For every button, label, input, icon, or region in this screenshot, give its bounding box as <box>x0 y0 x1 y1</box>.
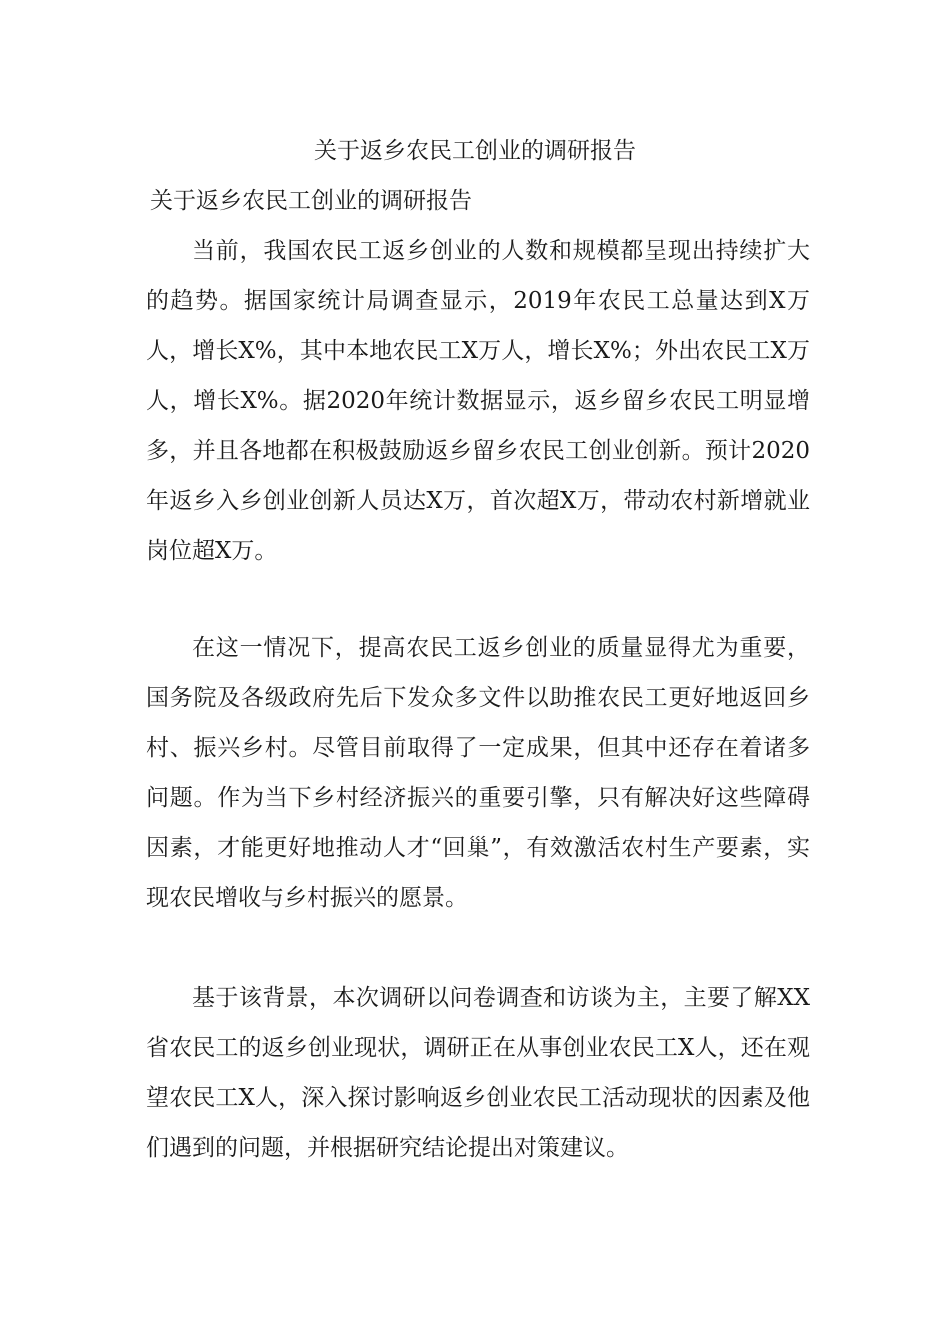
document-title: 关于返乡农民工创业的调研报告 <box>314 138 636 164</box>
document-subtitle: 关于返乡农民工创业的调研报告 <box>150 188 472 214</box>
body-paragraph: 当前，我国农民工返乡创业的人数和规模都呈现出持续扩大的趋势。据国家统计局调查显示，2019年农民工总量达到X万人，增长X%，其中本地农民工X万人，增长X%；外出农民工X万人，增长X%。据2020年统计数据显示，返乡留乡农民工明显增多，并且各地都在积极鼓励返乡留乡农民工创业创新。预计2020年返乡入乡创业创新人员达X万，首次超X万，带动农村新增就业岗位超X万。 <box>146 238 810 564</box>
body-paragraph: 在这一情况下，提高农民工返乡创业的质量显得尤为重要，国务院及各级政府先后下发众多文件以助推农民工更好地返回乡村、振兴乡村。尽管目前取得了一定成果，但其中还存在着诸多问题。作为当下乡村经济振兴的重要引擎，只有解决好这些障碍因素，才能更好地推动人才“回巢”，有效激活农村生产要素，实现农民增收与乡村振兴的愿景。 <box>146 635 810 911</box>
body-paragraph: 基于该背景，本次调研以问卷调查和访谈为主，主要了解XX省农民工的返乡创业现状，调研正在从事创业农民工X人，还在观望农民工X人，深入探讨影响返乡创业农民工活动现状的因素及他们遇到的问题，并根据研究结论提出对策建议。 <box>146 985 810 1161</box>
